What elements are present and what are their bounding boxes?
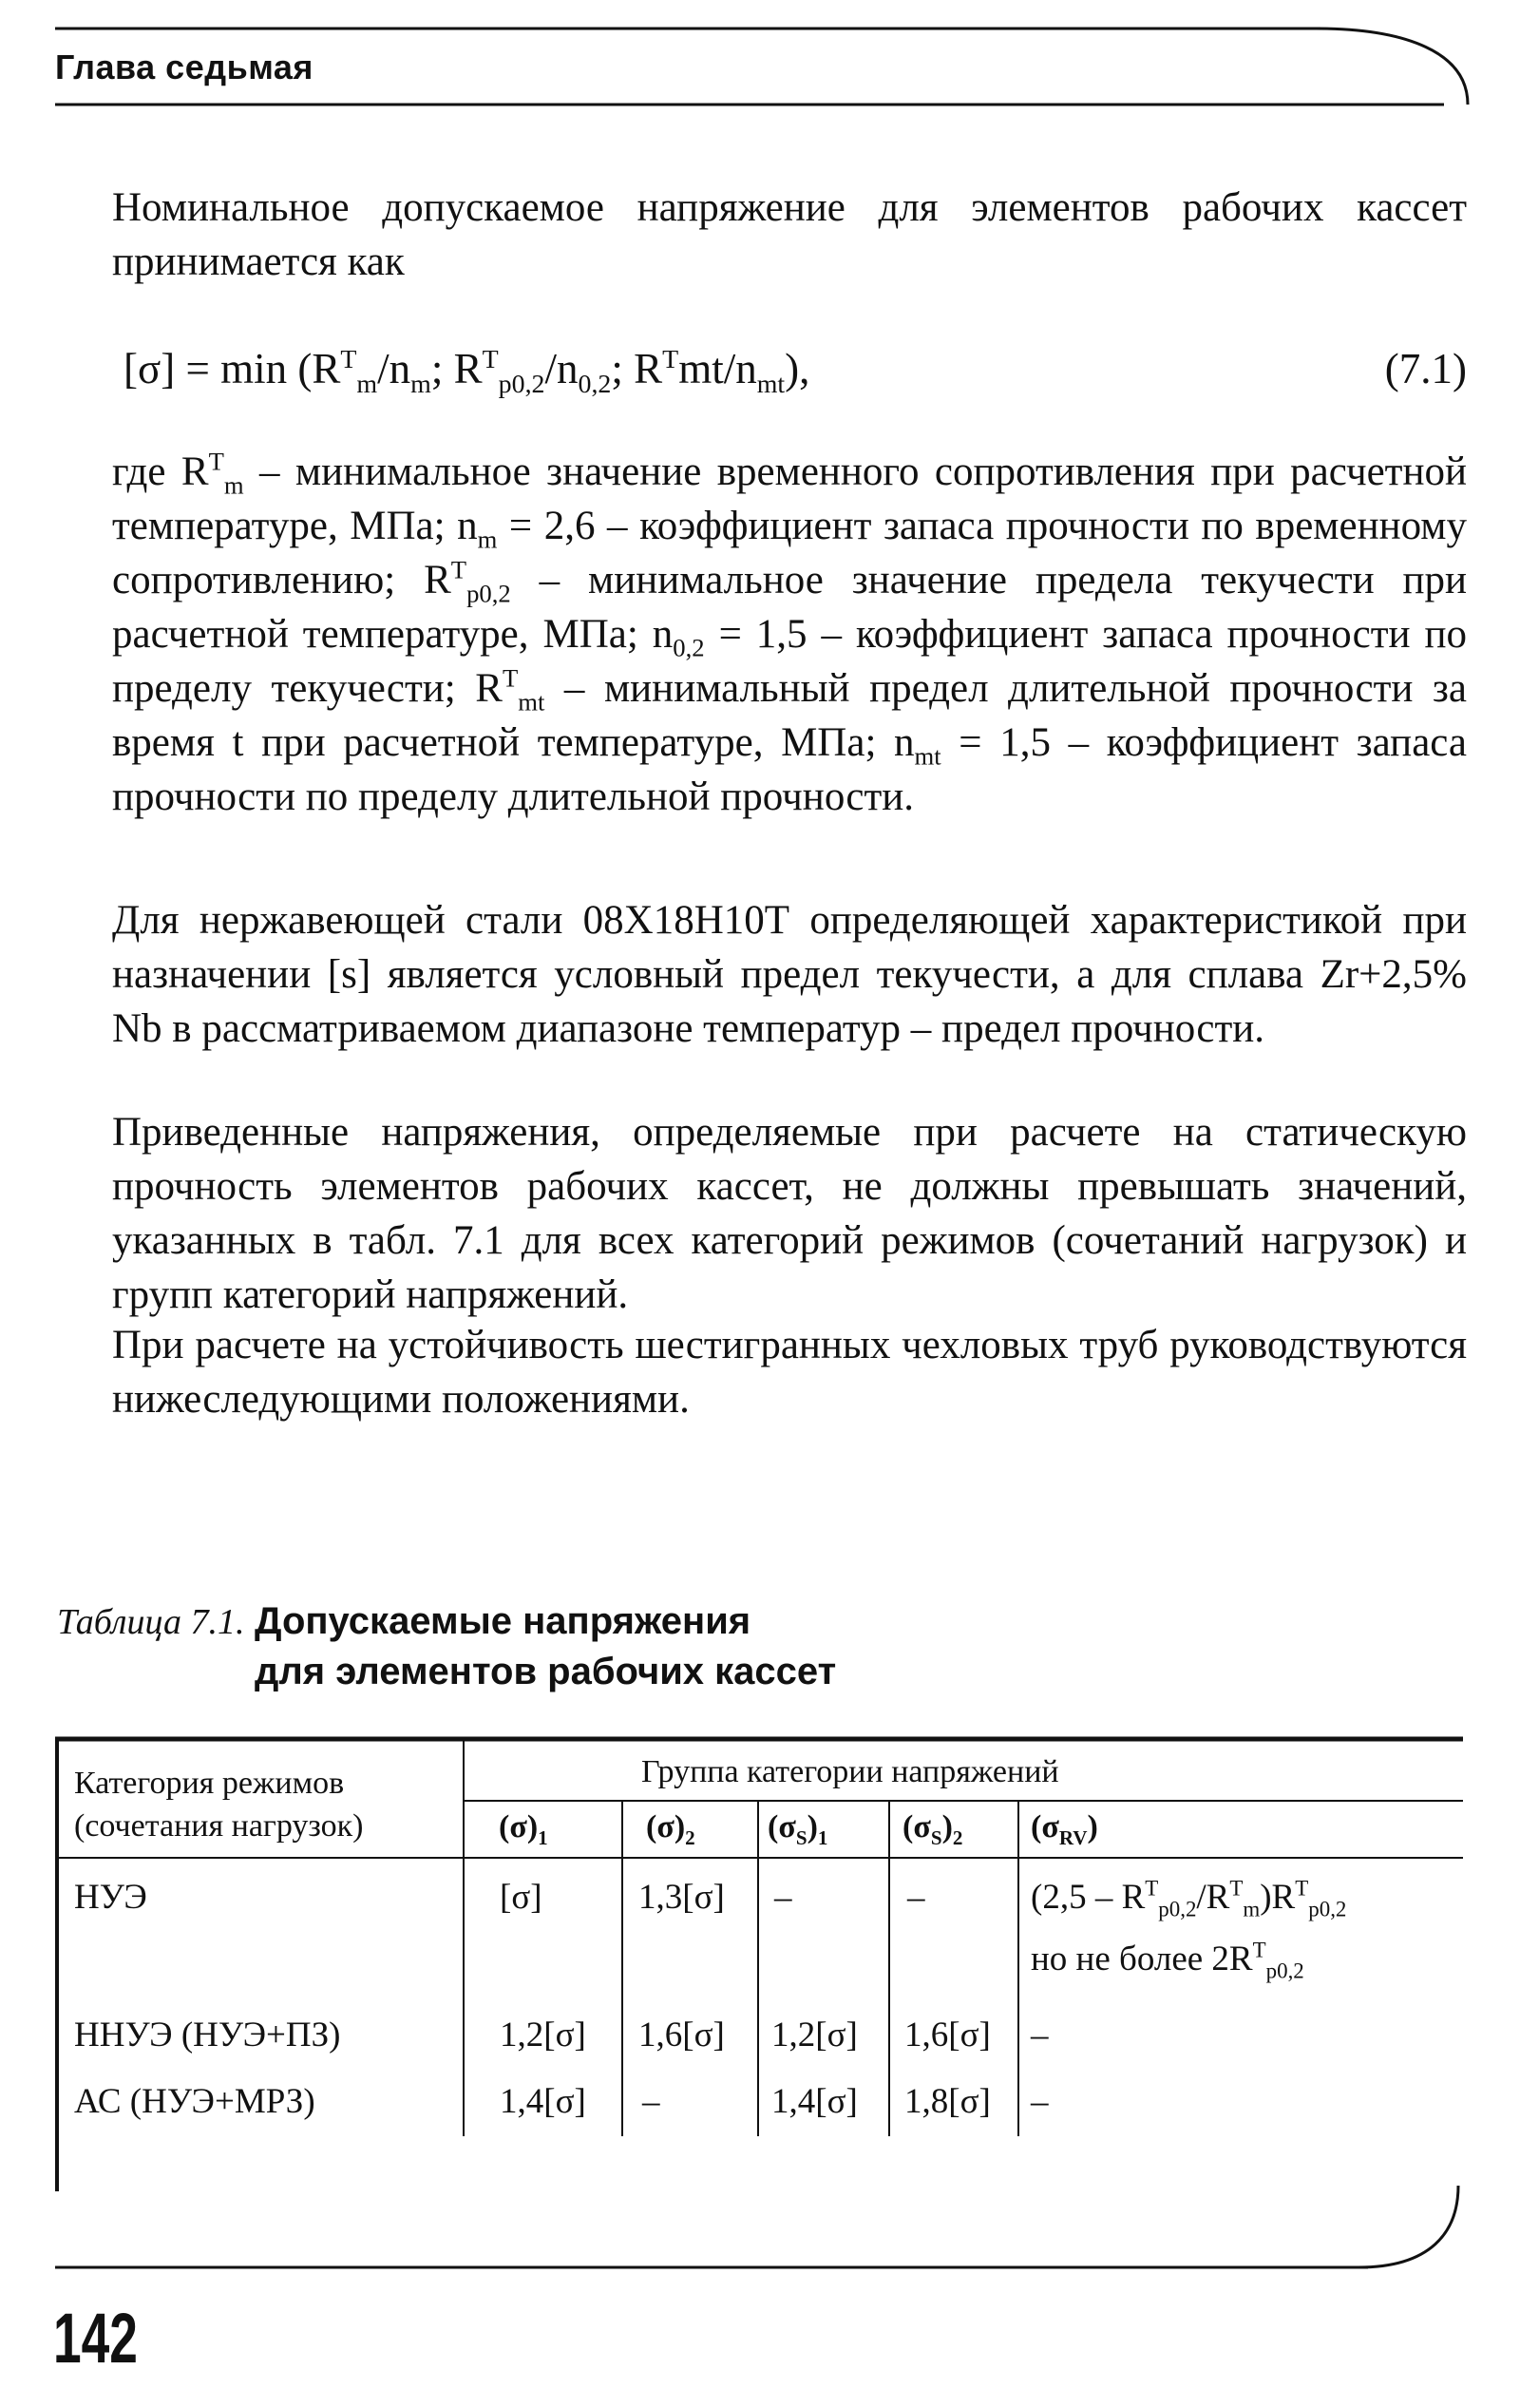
table-label: Таблица 7.1. xyxy=(57,1602,245,1642)
formula-7-1: $[\sigma] = \min (R^T_m/n_m$; $R^T_{p0,2}/n_{0,2}$; $R^Tmt/n_{mt}$), (7.1) xyxy=(124,342,1467,396)
chapter-title: Глава седьмая xyxy=(55,48,314,86)
stability-paragraph: При расчете на устойчивость шестигранных чехловых труб руководствуются нижеследующими положениями. xyxy=(112,1323,1467,1422)
page-number: 142 xyxy=(53,2299,138,2378)
col-header-sigma-1: $(\sigma)_1$ xyxy=(499,1809,548,1849)
col-header-category-1: Категория режимов xyxy=(74,1766,345,1801)
row-nnue-c2: 1,6[σ] xyxy=(638,2016,725,2054)
row-nnue-c1: 1,2[σ] xyxy=(500,2016,586,2054)
row-as-c5: – xyxy=(1031,2082,1049,2121)
row-nue-c3: – xyxy=(774,1878,792,1917)
row-nue-c5-line1: $(2,5 - R^T_{p0,2}/R^T_m)R^T_{p0,2}$ xyxy=(1031,1876,1347,1921)
col-header-sigma-s-2: $(\sigma_S)_2$ xyxy=(902,1809,963,1849)
row-as-c4: 1,8[σ] xyxy=(904,2082,991,2121)
row-nue-name: НУЭ xyxy=(74,1878,147,1917)
formula-number: (7.1) xyxy=(1384,345,1467,392)
col-header-sigma-2: $(\sigma)_2$ xyxy=(646,1809,695,1849)
intro-paragraph xyxy=(112,181,1467,289)
col-header-sigma-rv: $(\sigma_{RV})$ xyxy=(1031,1809,1098,1849)
row-nnue-name: ННУЭ (НУЭ+ПЗ) xyxy=(74,2016,341,2054)
row-as-c1: 1,4[σ] xyxy=(500,2082,586,2121)
row-nue-c5-line2: но не более $2R^T_{p0,2}$ xyxy=(1031,1938,1304,1983)
col-header-sigma-s-1: $(\sigma_S)_1$ xyxy=(768,1809,828,1849)
row-as-c2: – xyxy=(642,2082,660,2121)
where-paragraph: где $R^T_m$ – минимальное значение временного сопротивления при расчетной температуре, МПа; $n_m = 2,6$ – коэффициент запаса прочности по временному сопротивлению; $R^T_{p0,2}$ – минимальное значение предела текучести при расчетной температуре, МПа; $n_{0,2} = 1,5$ – коэффициент запаса прочности по пределу текучести; $R^T_{mt}$ – минимальный предел длительной прочности за время t при расчетной температуре, МПа; $n_{mt} = 1,5$ – коэффициент запаса прочности по пределу длительной прочности. xyxy=(112,447,1468,819)
row-nnue-c3: 1,2[σ] xyxy=(771,2016,858,2054)
stress-paragraph: Приведенные напряжения, определяемые при расчете на статическую прочность элементов рабочих кассет, не должны превышать значений, указанных в табл. 7.1 для всех категорий режимов (сочетаний нагрузок) и групп категорий напряжений. xyxy=(112,1110,1467,1317)
col-header-category-2: (сочетания нагрузок) xyxy=(74,1808,364,1844)
row-nue-c4: – xyxy=(907,1878,925,1917)
table-caption xyxy=(57,1598,750,1644)
table-title-line2: для элементов рабочих кассет xyxy=(255,1651,837,1692)
row-nnue-c4: 1,6[σ] xyxy=(904,2016,991,2054)
row-as-c3: 1,4[σ] xyxy=(771,2082,858,2121)
row-as-name: АС (НУЭ+МРЗ) xyxy=(74,2082,315,2121)
steel-paragraph: Для нержавеющей стали 08Х18Н10Т определяющей характеристикой при назначении [s] является условный предел текучести, а для сплава Zr+2,5% Nb в рассматриваемом диапазоне температур – предел прочности. xyxy=(112,898,1467,1051)
intro-text: Номинальное допускаемое напряжение для элементов рабочих кассет принимается как xyxy=(112,185,1467,284)
row-nue-c1: [σ] xyxy=(500,1878,542,1917)
table-title-line1: Допускаемые напряжения xyxy=(254,1600,751,1642)
row-nnue-c5: – xyxy=(1031,2016,1049,2054)
group-header: Группа категории напряжений xyxy=(641,1754,1059,1789)
row-nue-c2: 1,3[σ] xyxy=(638,1878,725,1917)
